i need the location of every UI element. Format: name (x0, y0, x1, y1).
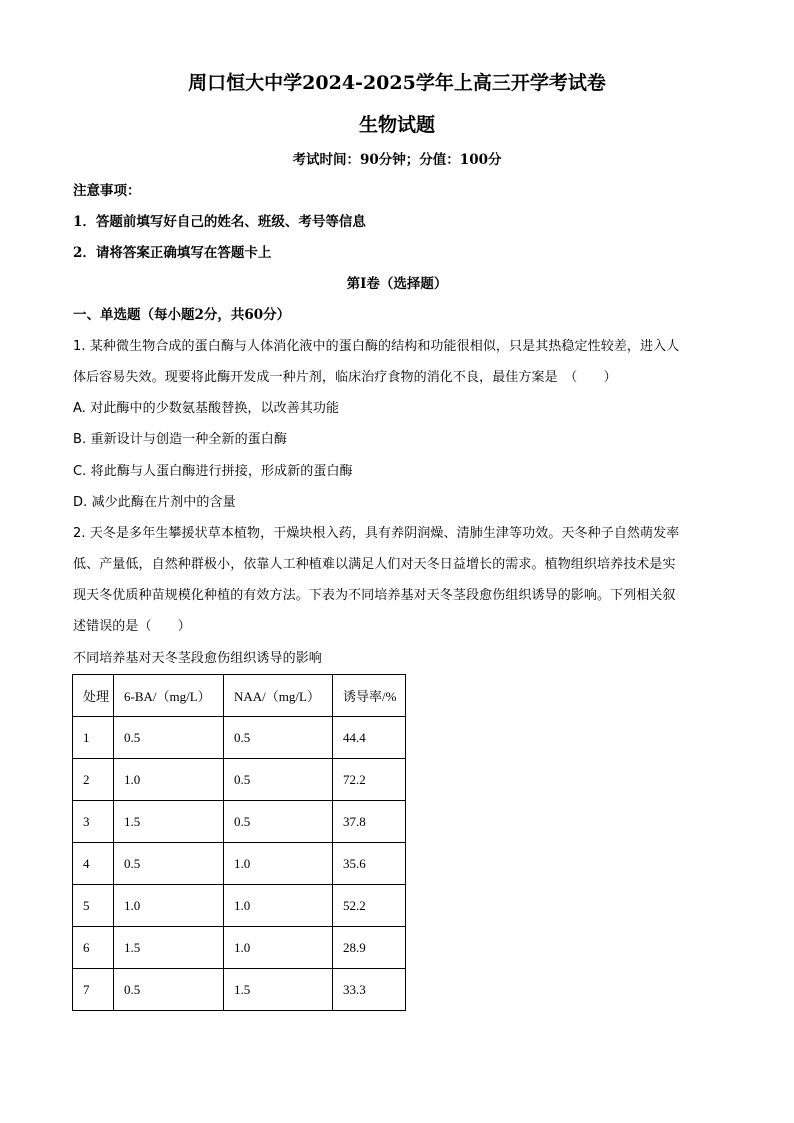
question-1-stem: 体后容易失效。现要将此酶开发成一种片剂，临床治疗食物的消化不良，最佳方案是 （ ） (73, 370, 617, 385)
table-cell: 0.5 (114, 717, 224, 759)
table-cell: 28.9 (333, 927, 406, 969)
table-cell: 35.6 (333, 843, 406, 885)
exam-info: 考试时间：90分钟；分值：100分 (292, 152, 502, 168)
table-cell: 44.4 (333, 717, 406, 759)
question-2-stem: 低、产量低，自然种群极小，依靠人工种植难以满足人们对天冬日益增长的需求。植物组织培养技术是实 (73, 557, 676, 572)
table-cell: 1.5 (224, 969, 333, 1011)
table-row (73, 927, 406, 969)
section-title: 一、单选题（每小题2分，共60分） (73, 307, 291, 323)
table-cell: 33.3 (333, 969, 406, 1011)
table-cell: 2 (73, 759, 114, 801)
question-2-stem: 现天冬优质种苗规模化种植的有效方法。下表为不同培养基对天冬茎段愈伤组织诱导的影响。下列相关叙 (73, 588, 676, 603)
table-cell: 1.5 (114, 927, 224, 969)
note-item: 1．答题前填写好自己的姓名、班级、考号等信息 (73, 214, 366, 230)
part-title: 第I卷（选择题） (346, 276, 448, 292)
subject-title: 生物试题 (358, 114, 435, 136)
table-header-cell: 诱导率/% (333, 675, 406, 717)
question-1-option-a: A. 对此酶中的少数氨基酸替换，以改善其功能 (73, 401, 340, 416)
table-header-cell: NAA/（mg/L） (224, 675, 333, 717)
table-cell: 1.0 (114, 759, 224, 801)
table-cell: 0.5 (224, 759, 333, 801)
table-cell: 0.5 (224, 801, 333, 843)
table-cell: 1.0 (224, 843, 333, 885)
table-header-cell: 6-BA/（mg/L） (114, 675, 224, 717)
question-1-stem: 1. 某种微生物合成的蛋白酶与人体消化液中的蛋白酶的结构和功能很相似，只是其热稳定性较差，进入人 (73, 339, 680, 354)
table-cell: 72.2 (333, 759, 406, 801)
table-header-row (73, 675, 406, 717)
question-1-option-b: B. 重新设计与创造一种全新的蛋白酶 (73, 432, 287, 447)
question-1-option-c: C. 将此酶与人蛋白酶进行拼接，形成新的蛋白酶 (73, 464, 353, 479)
table-cell: 0.5 (114, 843, 224, 885)
table-row (73, 801, 406, 843)
table-row (73, 843, 406, 885)
table-cell: 0.5 (114, 969, 224, 1011)
table-cell: 5 (73, 885, 114, 927)
table-cell: 1.0 (224, 885, 333, 927)
question-2-stem: 2. 天冬是多年生攀援状草本植物，干燥块根入药，具有养阴润燥、清肺生津等功效。天冬种子自然萌发率 (73, 526, 680, 541)
table-cell: 1.0 (224, 927, 333, 969)
table-cell: 52.2 (333, 885, 406, 927)
notes-heading: 注意事项： (73, 183, 141, 199)
table-row (73, 885, 406, 927)
table-cell: 4 (73, 843, 114, 885)
table-header-cell: 处理 (73, 675, 114, 717)
table-cell: 37.8 (333, 801, 406, 843)
table-cell: 7 (73, 969, 114, 1011)
table-cell: 0.5 (224, 717, 333, 759)
table-cell: 6 (73, 927, 114, 969)
exam-title: 周口恒大中学2024-2025学年上高三开学考试卷 (188, 72, 606, 94)
question-2-stem: 述错误的是（ ） (73, 619, 191, 634)
induction-rate-table (72, 674, 406, 1011)
question-1-option-d: D. 减少此酶在片剂中的含量 (73, 495, 236, 510)
table-row (73, 759, 406, 801)
table-row (73, 717, 406, 759)
table-cell: 1 (73, 717, 114, 759)
table-caption: 不同培养基对天冬茎段愈伤组织诱导的影响 (73, 651, 322, 666)
table-row (73, 969, 406, 1011)
table-cell: 1.5 (114, 801, 224, 843)
table-cell: 3 (73, 801, 114, 843)
table-cell: 1.0 (114, 885, 224, 927)
note-item: 2．请将答案正确填写在答题卡上 (73, 245, 272, 261)
